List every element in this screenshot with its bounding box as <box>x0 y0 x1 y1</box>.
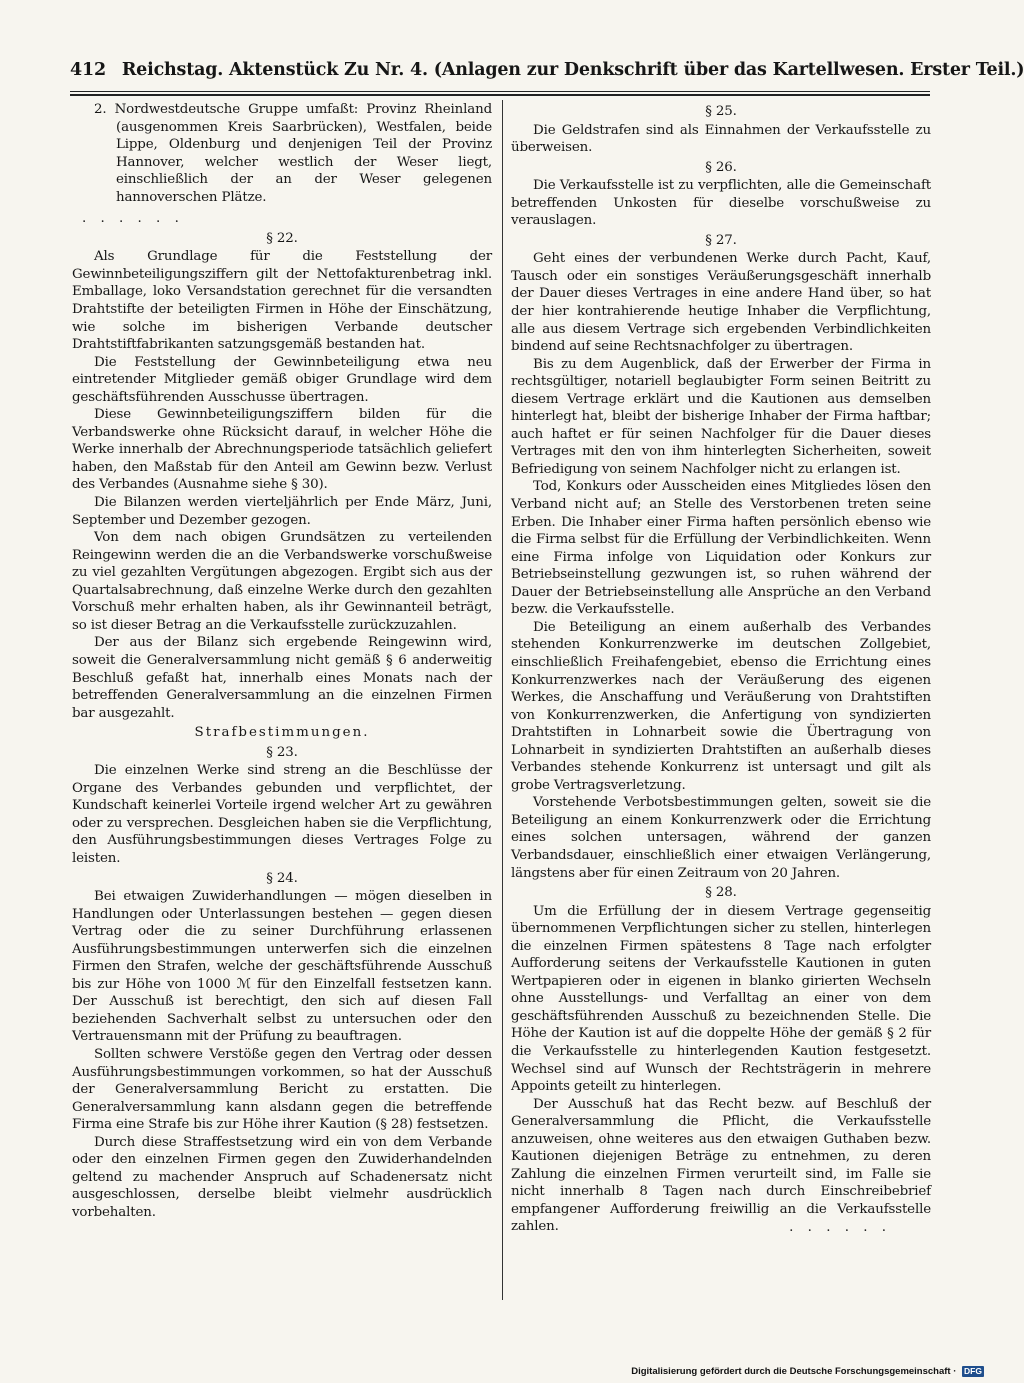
paragraph: Um die Erfüllung der in diesem Vertrage gegenseitig übernommenen Verpflichtungen sicher zu stellen, hinterlegen die einzelnen Firmen spätestens 8 Tage nach erfolgter Aufforderung seitens der Verkaufsstelle Kautionen in guten Wertpapieren oder in eigenen in blanko girierten Wechseln ohne Ausstellungs- und Verfalltag an einer von dem geschäftsführenden Ausschuß zu bezeichnenden Stelle. Die Höhe der Kaution ist auf die doppelte Höhe der gemäß § 2 für die Verkaufsstelle zu hinterlegenden Kaution festgesetzt. Wechsel sind auf Wunsch der Rechtsträgerin in mehrere Appoints geteilt zu hinterlegen. <box>511 903 931 1095</box>
paragraph: Sollten schwere Verstöße gegen den Vertrag oder dessen Ausführungsbestimmungen vorkommen, so hat der Ausschuß der Generalversammlung Bericht zu erstatten. Die Generalversammlung kann alsdann gegen die betreffende Firma eine Strafe bis zur Höhe ihrer Kaution (§ 28) festsetzen. <box>72 1046 492 1133</box>
paragraph: Tod, Konkurs oder Ausscheiden eines Mitgliedes lösen den Verband nicht auf; an Stelle des Verstorbenen treten seine Erben. Die Inhaber einer Firma haften persönlich ebenso wie die Firma selbst für die Erfüllung der Verbindlichkeiten. Wenn eine Firma infolge von Liquidation oder Konkurs zur Betriebseinstellung gezwungen ist, so ruhen während der Dauer der Betriebseinstellung alle Ansprüche an den Verband bezw. die Verkaufsstelle. <box>511 479 931 618</box>
funding-footer <box>606 1366 984 1380</box>
section-number: § 22. <box>266 230 298 246</box>
right-column <box>511 101 931 1301</box>
list-item: 2. Nordwestdeutsche Gruppe umfaßt: Provinz Rheinland (ausgenommen Kreis Saarbrücken), Westfalen, beide Lippe, Oldenburg und denjenigen Teil der Provinz Hannover, welcher westlich der Weser liegt, einschließlich der an der Weser gelegenen hannoverschen Plätze. <box>94 102 492 205</box>
paragraph: Die Bilanzen werden vierteljährlich per Ende März, Juni, September und Dezember gezogen. <box>72 495 492 528</box>
header-rule-thick <box>70 94 930 96</box>
paragraph: Die Beteiligung an einem außerhalb des Verbandes stehenden Konkurrenzwerke im deutschen Zollgebiet, einschließlich Freihafengebiet, ebenso die Errichtung eines Konkurrenzwerkes nach der Veräußerung des eigenen Werkes, die Anschaffung und Veräußerung von Drahtstiften von Konkurrenzwerken, die Anfertigung von syndizierten Drahtstiften in Lohnarbeit sowie die Übertragung von Lohnarbeit in syndizierten Drahtstiften an außerhalb dieses Verbandes stehende Konkurrenz ist untersagt und gilt als grobe Vertragsverletzung. <box>511 619 931 793</box>
omission-dots: . . . . . . <box>789 1220 891 1235</box>
paragraph: Bis zu dem Augenblick, daß der Erwerber der Firma in rechtsgültiger, notariell beglaubigter Form seinen Beitritt zu diesem Vertrage erklärt und die Kautionen aus demselben hinterlegt hat, bleibt der bisherige Inhaber der Firma haftbar; auch haftet er für seinen Nachfolger für die Dauer dieses Vertrages mit den von ihm hinterlegten Sicherheiten, soweit Befriedigung von seinem Nachfolger nicht zu erlangen ist. <box>511 356 931 477</box>
section-number: § 28. <box>705 885 737 901</box>
paragraph: Geht eines der verbundenen Werke durch Pacht, Kauf, Tausch oder ein sonstiges Veräußerungsgeschäft innerhalb der Dauer dieses Vertrages in eine andere Hand über, so hat der hier kontrahierende heutige Inhaber die Verpflichtung, alle aus diesem Vertrage sich ergebenden Verbindlichkeiten bindend auf seine Rechtsnachfolger zu übertragen. <box>511 251 931 355</box>
page-header <box>70 60 1024 88</box>
paragraph: Der Ausschuß hat das Recht bezw. auf Beschluß der Generalversammlung die Pflicht, die Verkaufsstelle anzuweisen, ohne weiteres aus den etwaigen Guthaben bezw. Kautionen diejenigen Beträge zu entnehmen, zu deren Zahlung die einzelnen Firmen verurteilt sind, im Falle sie nicht innerhalb 8 Tagen nach durch Einschreibebrief empfangener Aufforderung freiwillig an die Verkaufsstelle zahlen. <box>511 1096 931 1235</box>
paragraph: Diese Gewinnbeteiligungsziffern bilden für die Verbandswerke ohne Rücksicht darauf, in welcher Höhe die Werke innerhalb der Abrechnungsperiode tatsächlich geliefert haben, den Maßstab für den Anteil am Gewinn bezw. Verlust des Verbandes (Ausnahme siehe § 30). <box>72 407 492 493</box>
running-title: Reichstag. Aktenstück Zu Nr. 4. (Anlagen zur Denkschrift über das Kartellwesen. Erster Teil.) <box>121 60 1024 80</box>
section-number: § 26. <box>705 159 737 175</box>
paragraph: Die Feststellung der Gewinnbeteiligung etwa neu eintretender Mitglieder gemäß obiger Grundlage wird dem geschäftsführenden Ausschusse übertragen. <box>72 354 492 405</box>
section-heading: Strafbestimmungen. <box>194 725 370 741</box>
paragraph: Als Grundlage für die Feststellung der Gewinnbeteiligungsziffern gilt der Nettofakturenbetrag inkl. Emballage, loko Versandstation gerechnet für die versandten Drahtstifte der beteiligten Firmen in Höhe der Einschätzung, wie solche im bisherigen Verbande deutscher Drahtstiftfabrikanten satzungsgemäß bestanden hat. <box>72 249 492 353</box>
header-rule <box>70 91 930 92</box>
dfg-logo: DFG <box>964 1366 982 1376</box>
paragraph: Bei etwaigen Zuwiderhandlungen — mögen dieselben in Handlungen oder Unterlassungen bestehen — gegen diesen Vertrag oder die zu seiner Durchführung erlassenen Ausführungsbestimmungen unterwerfen sich die einzelnen Firmen den Strafen, welche der geschäftsführende Ausschuß bis zur Höhe von 1000 ℳ für den Einzelfall festsetzen kann. Der Ausschuß ist berechtigt, den sich auf diesen Fall beziehenden Sachverhalt selbst zu untersuchen oder den Vertrauensmann mit der Prüfung zu beauftragen. <box>72 889 492 1045</box>
section-number: § 27. <box>705 232 737 248</box>
section-number: § 23. <box>266 744 298 760</box>
paragraph: Der aus der Bilanz sich ergebende Reingewinn wird, soweit die Generalversammlung nicht gemäß § 6 anderweitig Beschluß gefaßt hat, innerhalb eines Monats nach der betreffenden Generalversammlung an die einzelnen Firmen bar ausgezahlt. <box>72 635 492 721</box>
paragraph: Die einzelnen Werke sind streng an die Beschlüsse der Organe des Verbandes gebunden und verpflichtet, der Kundschaft keinerlei Vorteile irgend welcher Art zu gewähren oder zu versprechen. Desgleichen haben sie die Verpflichtung, den Ausführungsbestimmungen dieses Vertrages Folge zu leisten. <box>72 763 492 866</box>
omission-dots: . . . . . . <box>82 211 184 227</box>
paragraph: Die Verkaufsstelle ist zu verpflichten, alle die Gemeinschaft betreffenden Unkosten für dieselbe vorschußweise zu verauslagen. <box>511 178 931 229</box>
paragraph: Von dem nach obigen Grundsätzen zu verteilenden Reingewinn werden die an die Verbandswerke vorschußweise zu viel gezahlten Vergütungen abgezogen. Ergibt sich aus der Quartalsabrechnung, daß einzelne Werke durch den gezahlten Vorschuß mehr erhalten haben, als ihr Gewinnanteil beträgt, so ist dieser Betrag an die Verkaufsstelle zurückzuzahlen. <box>72 530 492 633</box>
paragraph: Durch diese Straffestsetzung wird ein von dem Verbande oder den einzelnen Firmen gegen den Zuwiderhandelnden geltend zu machender Anspruch auf Schadenersatz nicht ausgeschlossen, derselbe bleibt vielmehr ausdrücklich vorbehalten. <box>72 1134 492 1220</box>
section-number: § 25. <box>705 104 737 119</box>
paragraph: Die Geldstrafen sind als Einnahmen der Verkaufsstelle zu überweisen. <box>511 122 931 156</box>
footer-text: Digitalisierung gefördert durch die Deutsche Forschungsgemeinschaft · <box>631 1366 957 1378</box>
paragraph: Vorstehende Verbotsbestimmungen gelten, soweit sie die Beteiligung an einem Konkurrenzwerk oder die Errichtung eines solchen untersagen, während der ganzen Verbandsdauer, einschließlich einer etwaigen Verlängerung, längstens aber für einen Zeitraum von 20 Jahren. <box>511 795 931 881</box>
section-number: § 24. <box>266 870 298 886</box>
left-column <box>72 101 492 1301</box>
column-divider <box>502 100 503 1300</box>
page-number: 412 <box>70 60 106 80</box>
